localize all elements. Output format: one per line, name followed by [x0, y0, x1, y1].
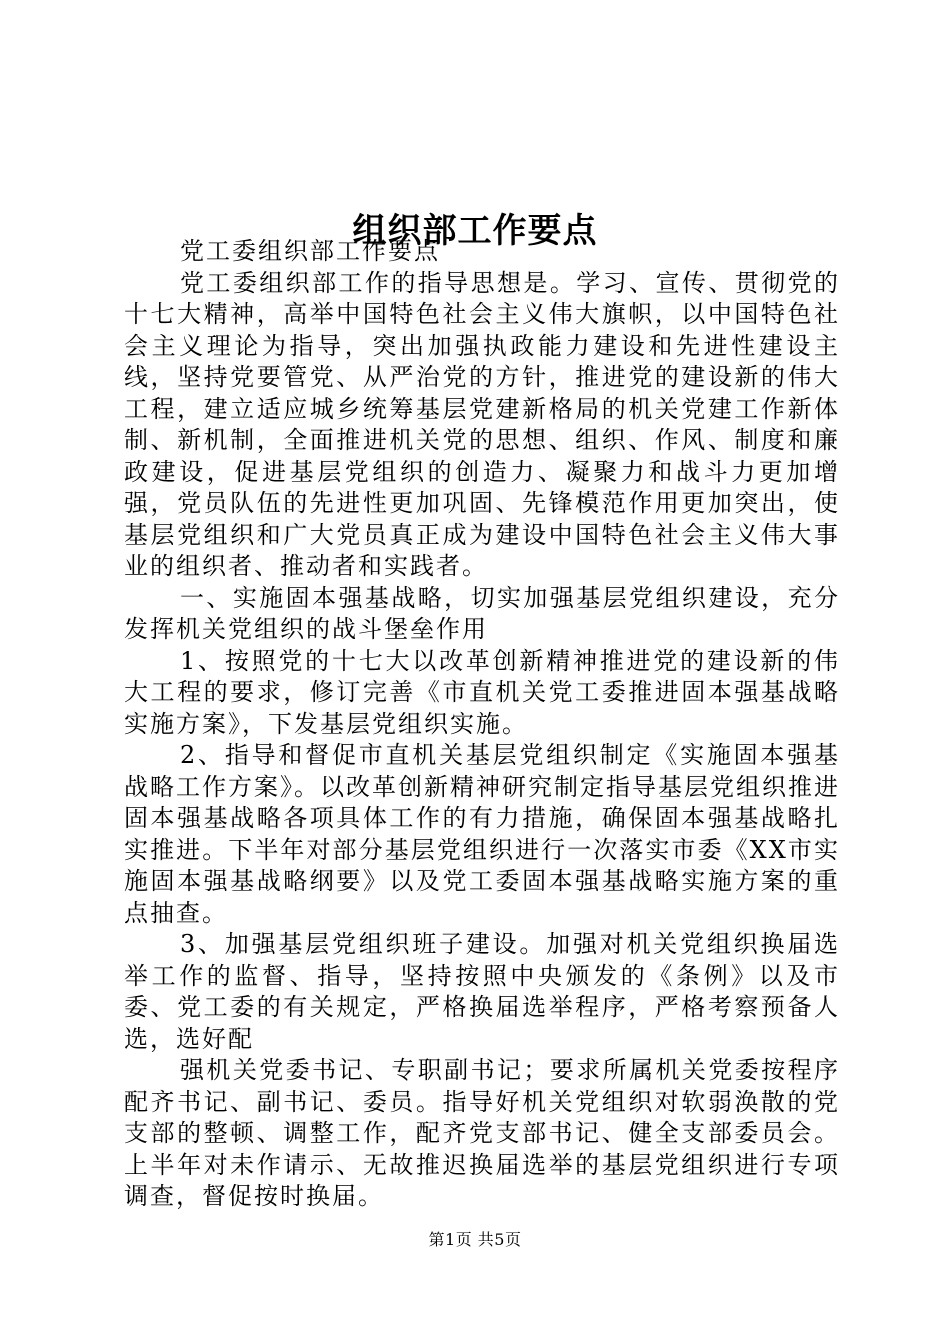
- paragraph-item-3: 3、加强基层党组织班子建设。加强对机关党组织换届选举工作的监督、指导，坚持按照中央颁发的《条例》以及市委、党工委的有关规定，严格换届选举程序，严格考察预备人选，选好配: [124, 930, 840, 1053]
- paragraph-subtitle: 党工委组织部工作要点: [180, 237, 440, 265]
- paragraph-item-2: 2、指导和督促市直机关基层党组织制定《实施固本强基战略工作方案》。以改革创新精神研究制定指导基层党组织推进固本强基战略各项具体工作的有力措施，确保固本强基战略扎实推进。下半年对部分基层党组织进行一次落实市委《XX市实施固本强基战略纲要》以及党工委固本强基战略实施方案的重点抽查。: [124, 741, 840, 927]
- document-body: [124, 236, 840, 1213]
- paragraph-guiding-ideology: 党工委组织部工作的指导思想是。学习、宣传、贯彻党的十七大精神，高举中国特色社会主义伟大旗帜，以中国特色社会主义理论为指导，突出加强执政能力建设和先进性建设主线，坚持党要管党、从严治党的方针，推进党的建设新的伟大工程，建立适应城乡统筹基层党建新格局的机关党建工作新体制、新机制，全面推进机关党的思想、组织、作风、制度和廉政建设，促进基层党组织的创造力、凝聚力和战斗力更加增强，党员队伍的先进性更加巩固、先锋模范作用更加突出，使基层党组织和广大党员真正成为建设中国特色社会主义伟大事业的组织者、推动者和实践者。: [124, 268, 840, 580]
- paragraph-item-3-continued: 强机关党委书记、专职副书记；要求所属机关党委按程序配齐书记、副书记、委员。指导好机关党组织对软弱涣散的党支部的整顿、调整工作，配齐党支部书记、健全支部委员会。上半年对未作请示、无故推迟换届选举的基层党组织进行专项调查，督促按时换届。: [124, 1056, 840, 1210]
- document-title: 组织部工作要点: [352, 210, 598, 251]
- paragraph-section-heading-1: 一、实施固本强基战略，切实加强基层党组织建设，充分发挥机关党组织的战斗堡垒作用: [124, 583, 840, 643]
- paragraph-item-1: 1、按照党的十七大以改革创新精神推进党的建设新的伟大工程的要求，修订完善《市直机关党工委推进固本强基战略实施方案》，下发基层党组织实施。: [124, 646, 840, 738]
- page-footer: 第1页 共5页: [428, 1230, 522, 1249]
